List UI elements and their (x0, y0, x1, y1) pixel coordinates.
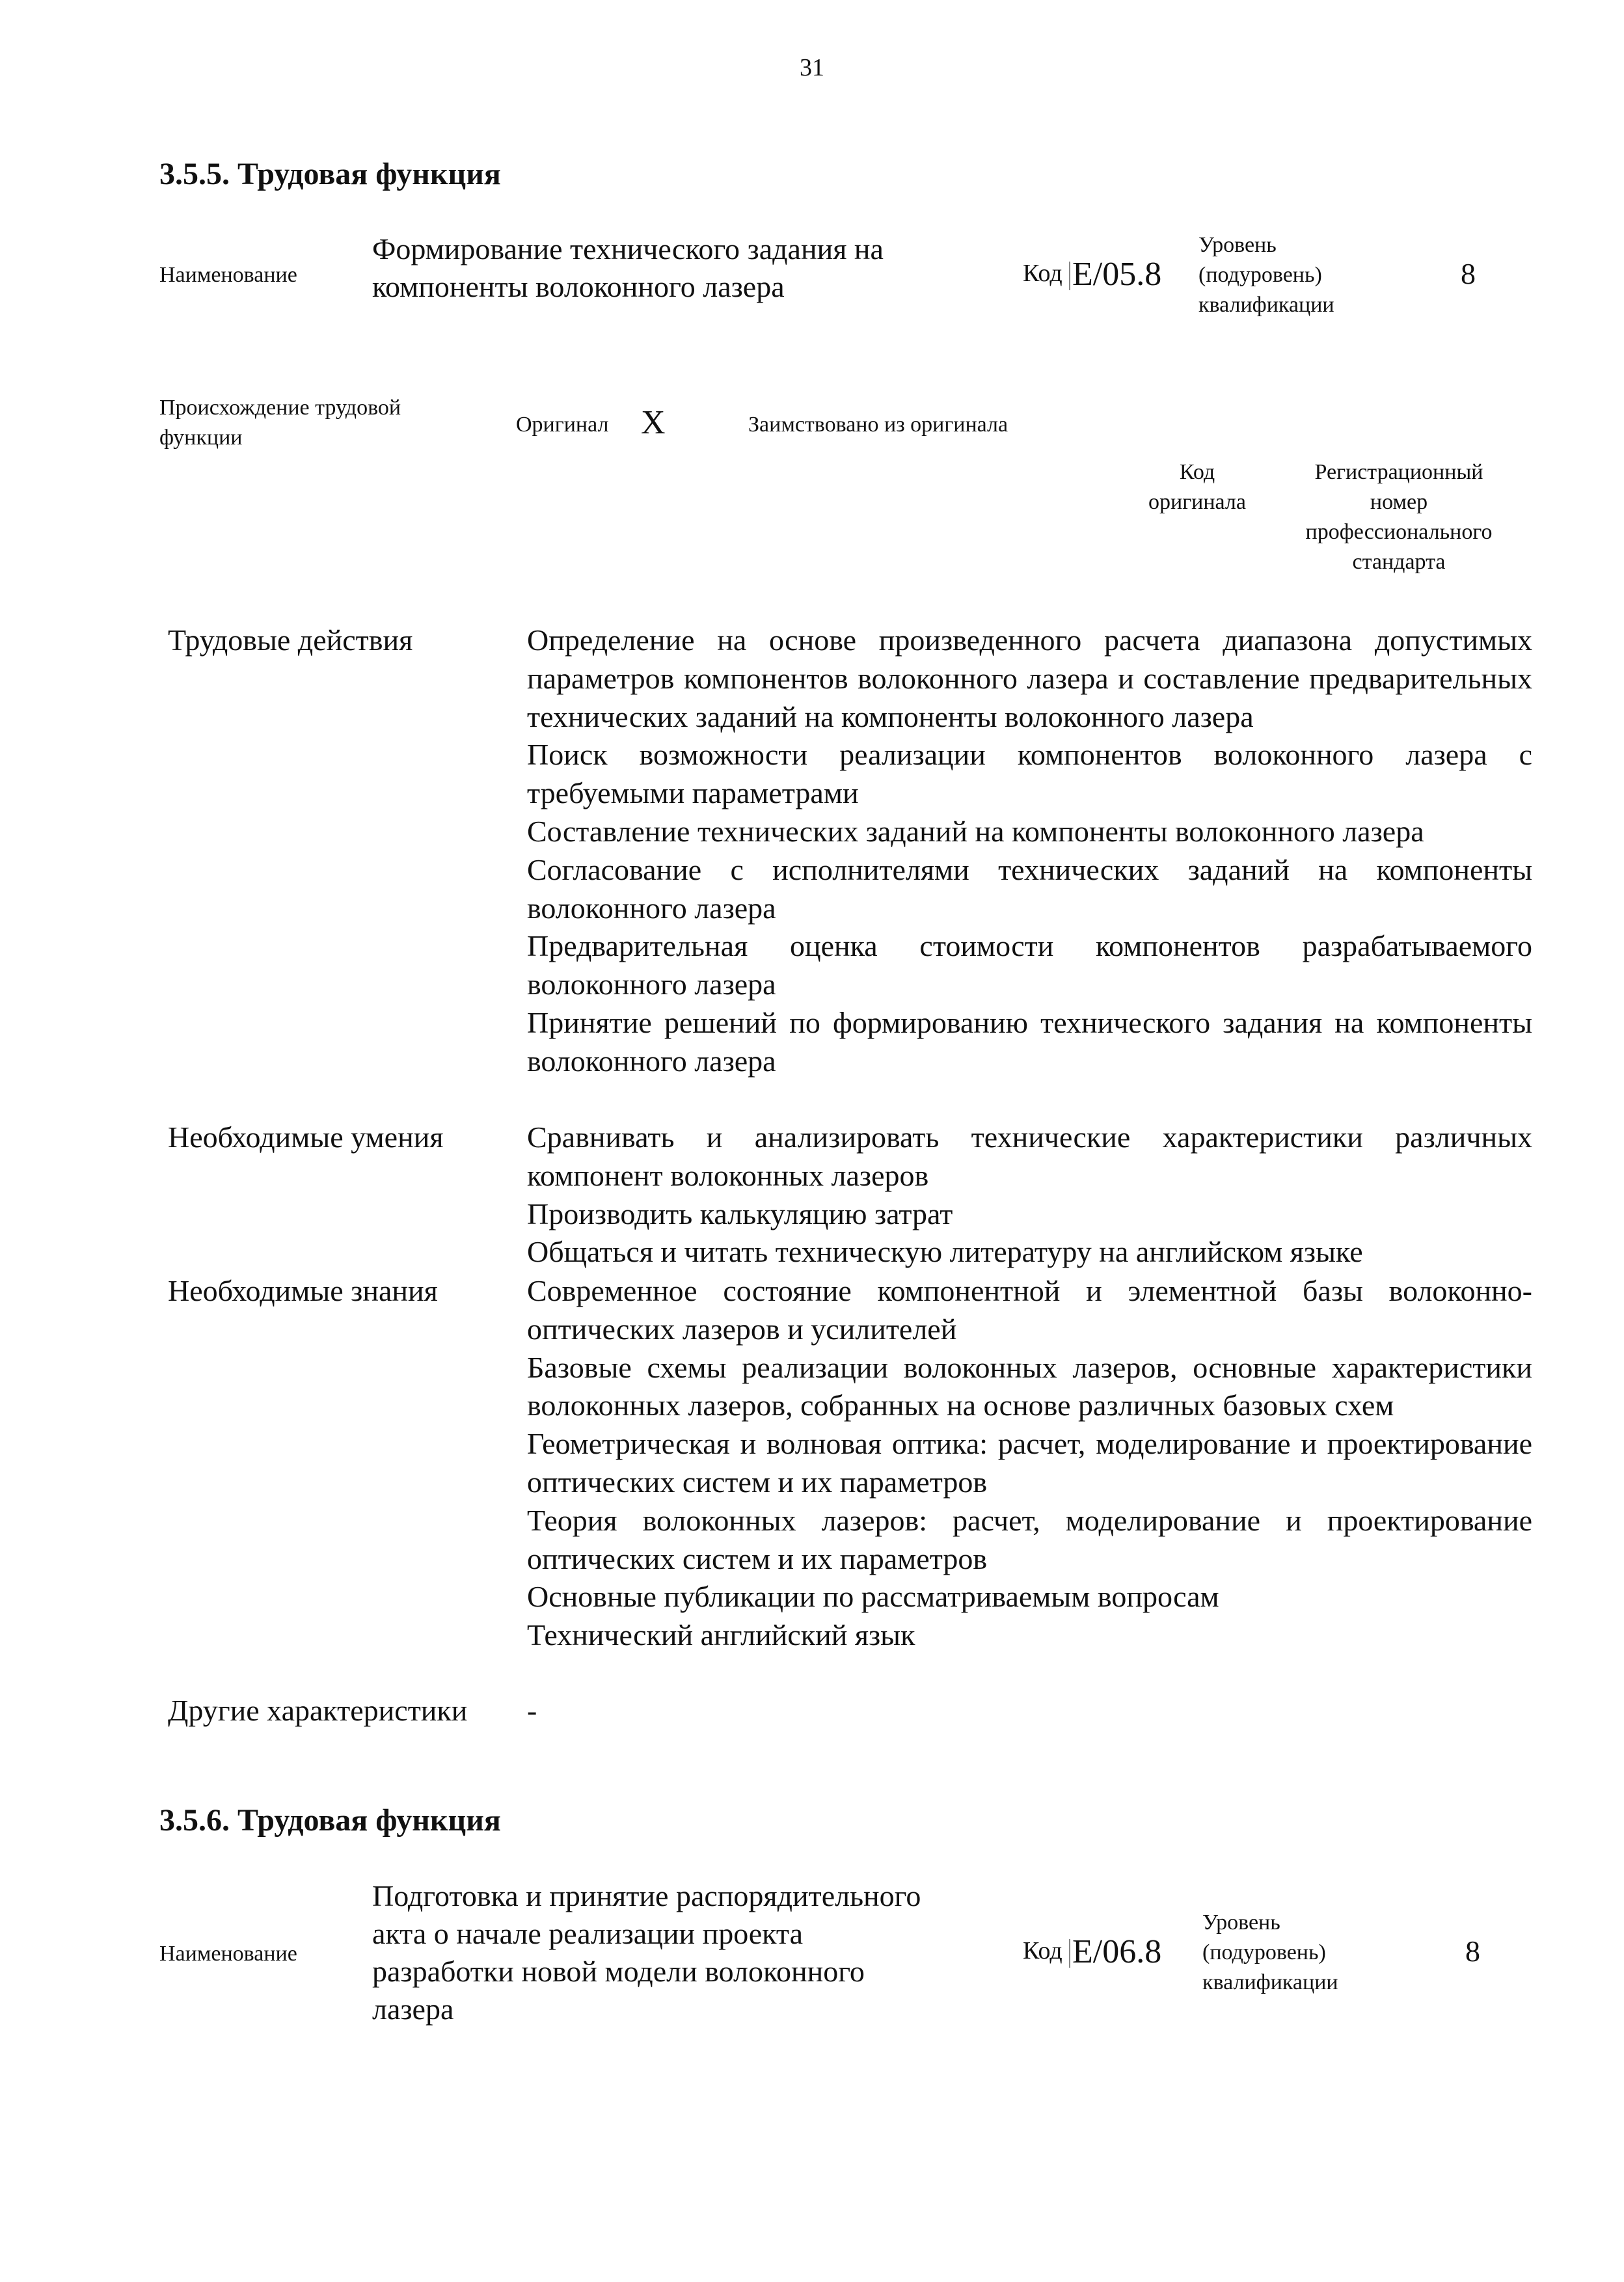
level-label-line: (подуровень) (1202, 1940, 1326, 1964)
function-name-line: акта о начале реализации проекта (372, 1917, 803, 1950)
labor-actions-label: Трудовые действия (168, 623, 413, 657)
labor-action-item: Составление технических заданий на компоненты волоконного лазера (527, 814, 1424, 848)
original-mark: X (641, 404, 666, 441)
level-label-line: квалификации (1202, 1970, 1338, 1994)
knowledge-item: Технический английский язык (527, 1618, 915, 1652)
knowledge-list (527, 1272, 1532, 1655)
reg-number-line: стандарта (1352, 550, 1446, 574)
function-name-line: Формирование технического задания на (372, 232, 884, 265)
level-label-line: Уровень (1198, 233, 1277, 257)
function-name-line: разработки новой модели волоконного (372, 1955, 865, 1988)
level-label (1198, 230, 1334, 320)
reg-number-line: Регистрационный (1314, 460, 1483, 484)
knowledge-label: Необходимые знания (168, 1274, 438, 1307)
name-label: Наименование (159, 263, 297, 287)
code-original-line: оригинала (1148, 490, 1246, 514)
code-label: Код (1023, 260, 1062, 287)
original-label: Оригинал (516, 413, 609, 437)
labor-action-item: Определение на основе произведенного расчета диапазона допустимых параметров компонентов волоконного лазера и составление предварительных технических заданий на компоненты волоконного лазера (527, 623, 1532, 733)
code-original-label (1100, 457, 1295, 517)
level-label (1202, 1908, 1338, 1998)
skills-label: Необходимые умения (168, 1121, 444, 1154)
level-label-line: (подуровень) (1198, 263, 1322, 287)
code-value: E/06.8 (1072, 1933, 1162, 1970)
knowledge-item: Базовые схемы реализации волоконных лазеров, основные характеристики волоконных лазеров, собранных на основе различных базовых схем (527, 1350, 1532, 1422)
borrowed-label: Заимствовано из оригинала (748, 413, 1008, 437)
function-name-line: Подготовка и принятие распорядительного (372, 1879, 921, 1912)
level-value: 8 (1465, 1935, 1480, 1968)
name-label: Наименование (159, 1942, 297, 1966)
reg-number-line: профессионального (1305, 520, 1493, 544)
cell-divider (1069, 262, 1070, 290)
origin-label-line: функции (159, 426, 243, 450)
page-number: 31 (800, 54, 824, 81)
labor-actions-list (527, 621, 1532, 1081)
skill-item: Производить калькуляцию затрат (527, 1197, 953, 1230)
labor-action-item: Согласование с исполнителями технических заданий на компоненты волоконного лазера (527, 852, 1532, 925)
labor-action-item: Предварительная оценка стоимости компонентов разрабатываемого волоконного лазера (527, 929, 1532, 1001)
other-value: - (527, 1694, 537, 1727)
function-name (372, 230, 884, 306)
labor-action-item: Поиск возможности реализации компонентов волоконного лазера с требуемыми параметрами (527, 738, 1532, 810)
level-label-line: Уровень (1202, 1910, 1280, 1935)
function-name (372, 1877, 921, 2028)
labor-action-item: Принятие решений по формированию технического задания на компоненты волоконного лазера (527, 1005, 1532, 1078)
reg-number-label (1275, 457, 1522, 577)
knowledge-item: Теория волоконных лазеров: расчет, моделирование и проектирование оптических систем и их параметров (527, 1503, 1532, 1575)
knowledge-item: Геометрическая и волновая оптика: расчет, моделирование и проектирование оптических систем и их параметров (527, 1427, 1532, 1499)
section-title-356: 3.5.6. Трудовая функция (159, 1803, 501, 1838)
section-title-355: 3.5.5. Трудовая функция (159, 157, 501, 191)
code-label: Код (1023, 1937, 1062, 1964)
code-original-line: Код (1179, 460, 1215, 484)
level-value: 8 (1461, 257, 1476, 290)
knowledge-item: Современное состояние компонентной и элементной базы волоконно-оптических лазеров и усилителей (527, 1274, 1532, 1346)
skill-item: Общаться и читать техническую литературу на английском языке (527, 1235, 1363, 1269)
other-label: Другие характеристики (168, 1694, 468, 1727)
function-name-line: компоненты волоконного лазера (372, 270, 785, 303)
knowledge-item: Основные публикации по рассматриваемым вопросам (527, 1580, 1219, 1614)
origin-label (159, 393, 401, 453)
level-label-line: квалификации (1198, 293, 1334, 317)
skills-list (527, 1119, 1532, 1271)
reg-number-line: номер (1370, 490, 1428, 514)
skill-item: Сравнивать и анализировать технические характеристики различных компонент волоконных лазеров (527, 1121, 1532, 1192)
function-name-line: лазера (372, 1992, 454, 2026)
cell-divider (1069, 1939, 1070, 1968)
code-value: E/05.8 (1072, 256, 1162, 293)
origin-label-line: Происхождение трудовой (159, 396, 401, 420)
